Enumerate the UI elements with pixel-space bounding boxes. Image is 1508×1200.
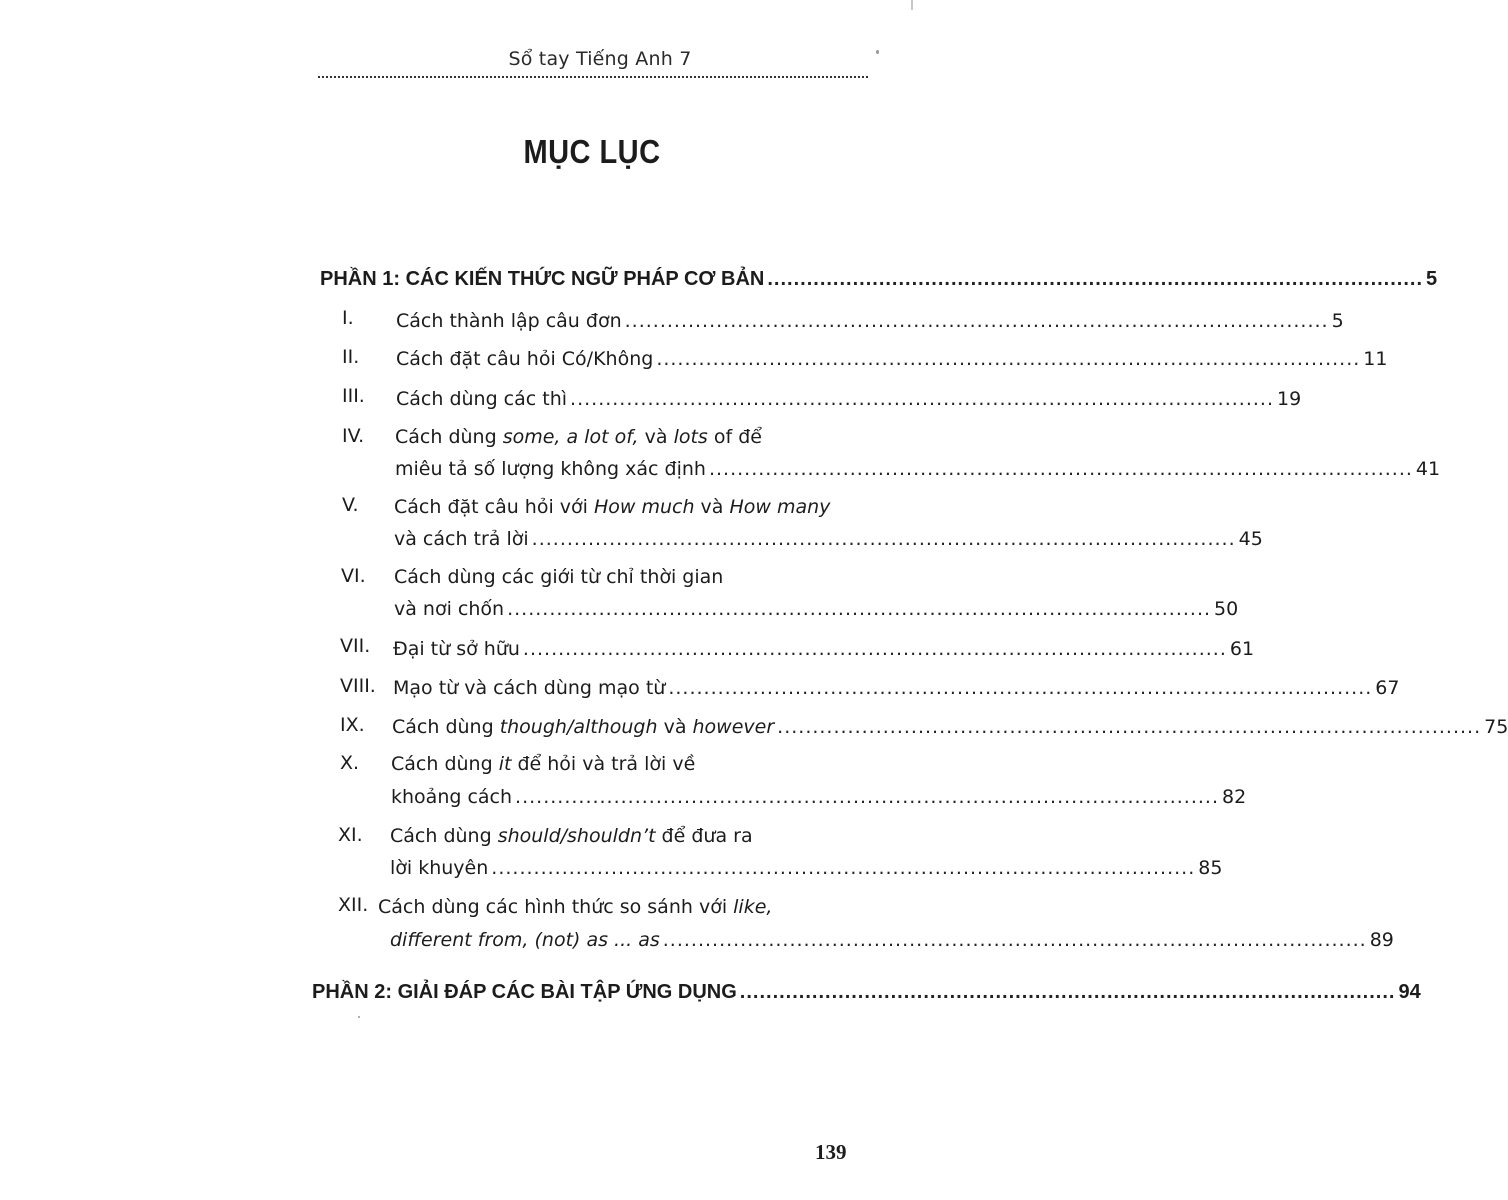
leader-dots: .................................................................................................... [777,716,1482,738]
entry-3-page: 19 [1277,388,1302,410]
entry-5-line-1 [394,496,830,518]
leader-dots: .................................................................................................... [662,929,1367,951]
toc-entry-9[interactable] [392,716,1508,738]
toc-entry-11[interactable] [390,857,1223,879]
entry-12-text-b: like, [733,896,773,918]
entry-9-number: IX. [340,714,365,736]
entry-5-text-a: Cách đặt câu hỏi với [394,496,594,518]
entry-11-text-a: Cách dùng [390,825,498,847]
entry-10-text-c: để hỏi và trả lời về [511,753,696,775]
part-1-page: 5 [1426,268,1438,290]
toc-entry-3[interactable] [396,388,1302,410]
entry-4-text-b: some, a lot of, [502,426,639,448]
entry-5-page: 45 [1238,528,1263,550]
entry-2-title: Cách đặt câu hỏi Có/Không [396,348,654,370]
toc-part-1[interactable] [320,268,1438,291]
toc-entry-5[interactable] [394,528,1263,550]
leader-dots: .................................................................................................... [570,388,1274,410]
entry-4-line-2: miêu tả số lượng không xác định [395,458,706,480]
leader-dots: .................................................................................................... [531,528,1236,550]
leader-dots: .................................................................................................... [656,348,1361,370]
part-2-page: 94 [1398,981,1421,1003]
entry-7-page: 61 [1229,638,1255,660]
toc-entry-7[interactable] [393,638,1255,660]
entry-9-text-a: Cách dùng [392,716,500,738]
entry-5-text-d: How many [729,496,831,518]
entry-9-text-c: và [657,716,693,738]
entry-6-number: VI. [341,565,366,587]
entry-10-number: X. [340,752,360,774]
entry-9-page: 75 [1484,716,1508,738]
leader-dots: .................................................................................................... [491,857,1196,879]
entry-6-page: 50 [1214,598,1239,620]
leader-dots: .................................................................................................... [515,786,1220,808]
entry-10-line-2: khoảng cách [391,786,513,808]
entry-9-text-b: though/although [499,716,658,738]
entry-3-number: III. [342,385,365,407]
entry-9-title [392,716,774,738]
entry-8-title: Mạo từ và cách dùng mạo từ [393,677,666,699]
entry-12-text-a: Cách dùng các hình thức so sánh với [378,896,734,918]
entry-11-line-2: lời khuyên [390,857,489,879]
leader-dots: .................................................................................................... [739,981,1396,1003]
entry-11-text-c: để đưa ra [655,825,753,847]
toc-entry-10[interactable] [391,786,1247,808]
entry-4-text-d: lots [673,426,708,448]
entry-11-text-b: should/shouldn’t [497,825,656,847]
entry-4-number: IV. [342,425,365,447]
entry-10-text-a: Cách dùng [391,753,499,775]
toc-entry-4[interactable] [395,458,1441,480]
entry-11-line-1 [390,825,753,847]
entry-11-number: XI. [338,824,363,846]
entry-12-line-2: different from, (not) as ... as [390,929,660,951]
entry-1-number: I. [342,307,354,329]
entry-12-number: XII. [338,894,369,916]
scan-speck [876,50,879,54]
entry-12-line-1 [378,896,772,918]
entry-4-text-a: Cách dùng [395,426,503,448]
leader-dots: .................................................................................................... [668,677,1373,699]
entry-7-title: Đại từ sở hữu [393,638,520,660]
leader-dots: .................................................................................................... [507,598,1212,620]
entry-8-page: 67 [1375,677,1400,699]
page-title: MỤC LỤC [523,133,661,170]
leader-dots: .................................................................................................... [767,268,1424,290]
entry-5-line-2: và cách trả lời [394,528,529,550]
leader-dots: .................................................................................................... [708,458,1413,480]
entry-10-text-b: it [498,753,512,775]
entry-12-page: 89 [1369,929,1394,951]
entry-10-line-1 [391,753,695,775]
entry-4-text-c: và [638,426,674,448]
running-header: Sổ tay Tiếng Anh 7 [508,48,692,70]
entry-9-text-d: however [692,716,775,738]
toc-entry-2[interactable] [396,348,1388,370]
entry-5-text-b: How much [593,496,695,518]
entry-4-page: 41 [1415,458,1441,480]
toc-entry-8[interactable] [393,677,1400,699]
entry-1-title: Cách thành lập câu đơn [396,310,622,332]
entry-6-line-2: và nơi chốn [394,598,505,620]
entry-8-number: VIII. [340,675,376,697]
entry-10-page: 82 [1222,786,1247,808]
toc-entry-6[interactable] [394,598,1239,620]
page-number: 139 [815,1140,847,1164]
entry-1-page: 5 [1331,310,1344,332]
toc-part-2[interactable] [312,981,1421,1004]
part-2-label: PHẦN 2: GIẢI ĐÁP CÁC BÀI TẬP ỨNG DỤNG [312,981,737,1003]
scan-speck [358,1016,360,1018]
entry-4-text-e: of để [707,426,762,448]
page-edge-line [911,0,913,10]
entry-7-number: VII. [340,635,371,657]
entry-4-line-1 [395,426,762,448]
entry-5-text-c: và [694,496,730,518]
leader-dots: .................................................................................................... [522,638,1227,660]
entry-2-number: II. [342,346,360,368]
entry-6-line-1: Cách dùng các giới từ chỉ thời gian [394,566,724,588]
header-dotted-rule [318,76,868,78]
entry-3-title: Cách dùng các thì [396,388,568,410]
toc-entry-12[interactable] [390,929,1394,951]
entry-11-page: 85 [1198,857,1223,879]
part-1-label: PHẦN 1: CÁC KIẾN THỨC NGỮ PHÁP CƠ BẢN [320,268,765,290]
entry-5-number: V. [342,494,359,516]
toc-entry-1[interactable] [396,310,1344,332]
leader-dots: .................................................................................................... [624,310,1329,332]
entry-2-page: 11 [1363,348,1388,370]
